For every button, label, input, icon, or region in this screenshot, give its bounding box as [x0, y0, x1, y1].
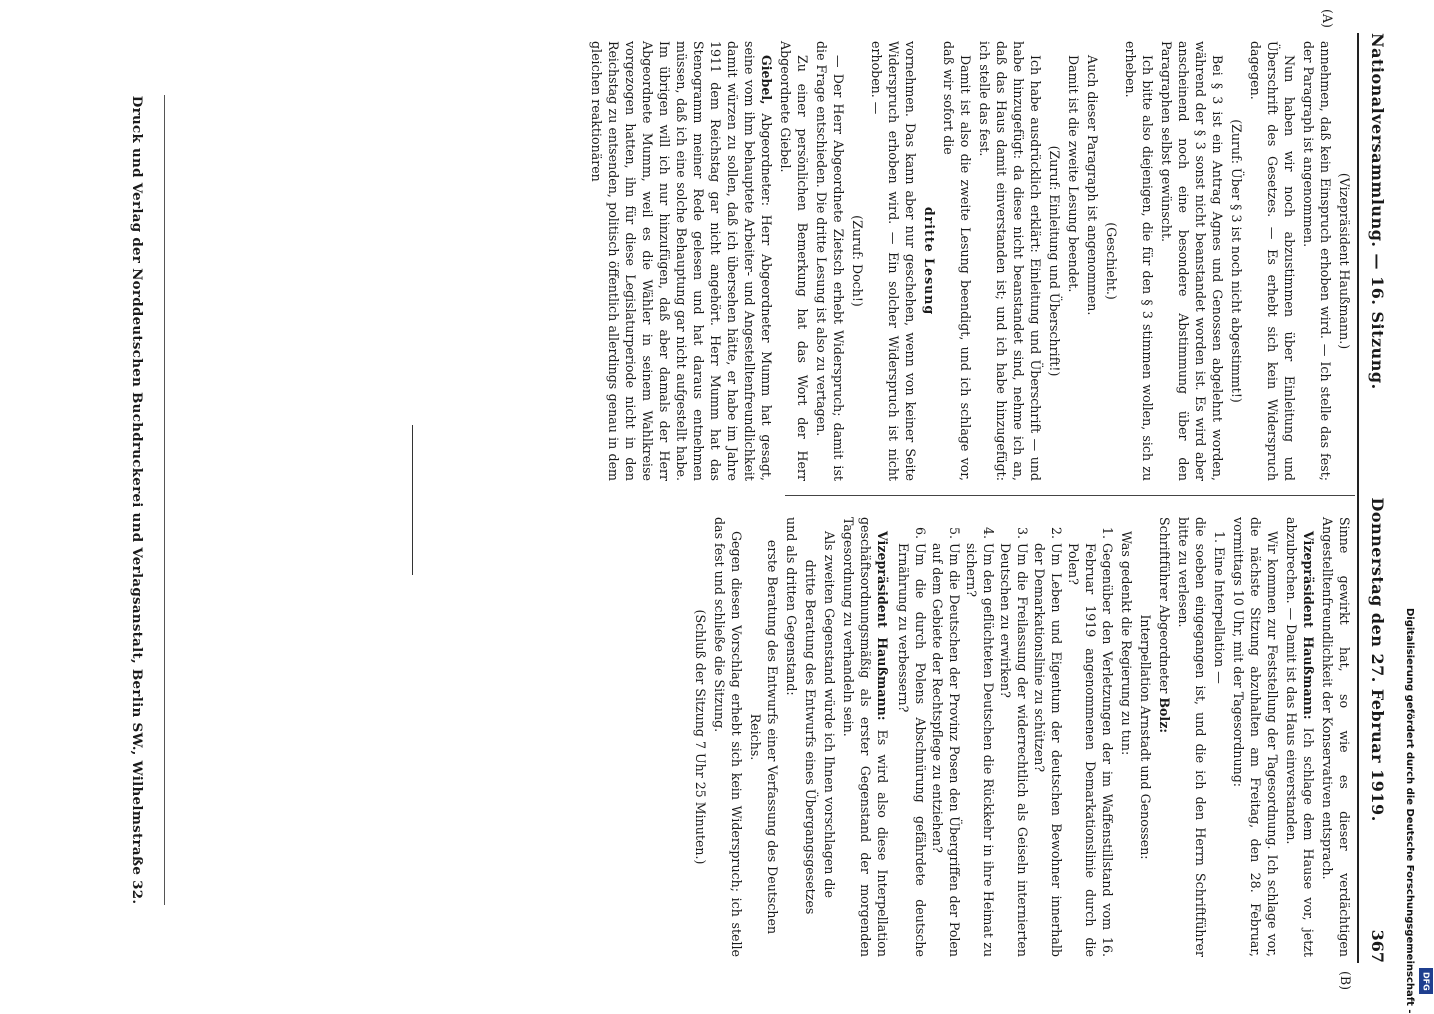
document-page [45, 5, 1405, 995]
list-item: 1. Gegenüber den Verletzungen der im Waffenstillstand vom 16. Februar 1919 angenommenen Demarkationslinie durch die Polen? [1065, 543, 1116, 957]
separator-line [412, 425, 413, 575]
paragraph: Gegen diesen Vorschlag erhebt sich kein Widerspruch; ich stelle das fest und schließe die Sitzung. [712, 517, 744, 957]
imprint-rule [164, 95, 165, 905]
speaker-name: Vizepräsident Haußmann: [875, 531, 890, 721]
paragraph: annehmen, daß kein Einspruch erhoben wird. — Ich stelle das fest; der Paragraph ist angenommen. [1301, 41, 1333, 481]
speech-paragraph [588, 41, 775, 481]
paragraph: Auch dieser Paragraph ist angenommen. [1085, 55, 1100, 316]
paragraph: Sinne gewirkt hat, so wie es dieser verdächtigen Angestelltenfreundlichkeit der Konservativen entsprach. [1320, 517, 1352, 957]
paragraph: Zu einer persönlichen Bemerkung hat das Wort der Herr Abgeordnete Giebel. [778, 41, 810, 481]
agenda-item: dritte Beratung des Entwurfs eines Übergangsgesetzes [803, 559, 818, 915]
interjection: (Zuruf: Über § 3 ist noch nicht abgestimmt!) [1229, 119, 1244, 403]
speaker-line [1156, 517, 1173, 957]
header-date: Donnerstag den 27. Februar 1919. [1368, 497, 1387, 822]
interjection: (Zuruf: Doch!) [850, 215, 865, 307]
header-title: Nationalversammlung. — 16. Sitzung. [1368, 33, 1387, 390]
speaker-name: Giebel, [759, 55, 774, 105]
interjection: (Zuruf: Einleitung und Überschrift!) [1047, 145, 1062, 377]
paragraph: Damit ist also die zweite Lesung beendigt, und ich schlage vor, daß wir sofort die [941, 41, 973, 481]
speech-text: Es wird also diese Interpellation geschäftsordnungsmäßig als erster Gegenstand der morgenden Tagesordnung zu verhandeln sein. [841, 517, 890, 957]
section-heading: dritte Lesung [922, 206, 937, 316]
header-rule [1357, 33, 1359, 963]
paragraph: Als zweiten Gegenstand würde ich Ihnen vorschlagen die [822, 531, 837, 898]
dfg-logo: DFG [1419, 968, 1433, 994]
list-item: 4. Um den geflüchteten Deutschen die Rückkehr in ihre Heimat zu sichern? [963, 543, 997, 957]
speaker-name: Vizepräsident Haußmann: [1301, 531, 1316, 720]
margin-marker-b: (B) [1338, 971, 1353, 991]
digitization-caption: Digitalisierung gefördert durch die Deutsche Forschungsgemeinschaft - [1404, 608, 1415, 1014]
list-item: 3. Um die Freilassung der widerrechtlich als Geiseln internierten Deutschen zu erwirken? [997, 543, 1031, 957]
list-item: 2. Um Leben und Eigentum der deutschen Bewohner innerhalb der Demarkationslinie zu schützen? [1031, 543, 1065, 957]
page-number: 367 [1368, 929, 1387, 963]
interpellation-title: Interpellation Arnstadt und Genossen: [1138, 614, 1153, 860]
paragraph: 1. Eine Interpellation — [1212, 531, 1227, 684]
speaker-name: Bolz: [1157, 697, 1172, 734]
paragraph: und als dritten Gegenstand: [784, 517, 799, 696]
question-list [895, 517, 1116, 957]
paragraph: Damit ist die zweite Lesung beendet. [1066, 55, 1081, 293]
speech-paragraph [840, 517, 891, 957]
list-item: 6. Um die durch Polens Abschnürung gefährdete deutsche Ernährung zu verbessern? [895, 543, 929, 957]
speech-text: Ich schlage dem Hause vor, jetzt abzubrechen. — Damit ist das Haus einverstanden. [1284, 517, 1316, 957]
margin-marker-a: (A) [1320, 9, 1335, 28]
speech-paragraph [1283, 517, 1317, 957]
speaker-role: Schriftführer Abgeordneter [1157, 517, 1172, 694]
imprint-line: Druck und Verlag der Norddeutschen Buchdruckerei und Verlagsanstalt, Berlin SW., Wilhelmstraße 32. [129, 95, 145, 905]
paragraph: Bei § 3 ist ein Antrag Agnes und Genossen abgelehnt worden, während der § 3 sonst nicht beanstandet worden ist. Es wird aber anscheinend noch eine besondere Abstimmung über den Paragraphen selbst gewünscht. [1159, 41, 1225, 481]
paragraph: — Der Herr Abgeordnete Zietsch erhebt Widerspruch; damit ist die Frage entschieden. Die dritte Lesung ist also zu vertagen. [814, 41, 846, 481]
paragraph: Ich bitte also diejenigen, die für den § 3 stimmen wollen, sich zu erheben. [1123, 41, 1155, 481]
closing-note: (Schluß der Sitzung 7 Uhr 25 Minuten.) [693, 609, 708, 865]
paragraph: vornehmen. Das kann aber nur geschehen, wenn von keiner Seite Widerspruch erhoben wird. — Ein solcher Widerspruch ist nicht erhoben. — [869, 41, 918, 481]
paragraph: Was gedenkt die Regierung zu tun: [1119, 531, 1134, 756]
column-divider [785, 495, 1355, 496]
right-column [690, 517, 1353, 957]
page-header [1361, 33, 1387, 963]
agenda-item: erste Beratung des Entwurfs einer Verfassung des Deutschen Reichs. [748, 539, 780, 935]
speaker-note: (Vizepräsident Haußmann.) [1337, 172, 1352, 350]
list-item: 5. Um die Deutschen der Provinz Posen den Übergriffen der Polen auf dem Gebiete der Rechtspflege zu entziehen? [929, 543, 963, 957]
paragraph: Nun haben wir noch abzustimmen über Einleitung und Überschrift des Gesetzes. — Es erhebt sich kein Widerspruch dagegen. [1248, 41, 1297, 481]
paragraph: die soeben eingegangen ist, und die ich den Herrn Schriftführer bitte zu verlesen. [1176, 517, 1208, 957]
interjection: (Geschieht.) [1104, 222, 1119, 300]
paragraph: Wir kommen zur Feststellung der Tagesordnung. Ich schlage vor, die nächste Sitzung abzuhalten am Freitag, den 28. Februar, vormittags 10 Uhr, mit der Tagesordnung: [1231, 517, 1280, 957]
left-column [586, 41, 1353, 481]
speech-text: Abgeordneter: Herr Abgeordneter Mumm hat gesagt, seine vom ihm behauptete Arbeiter- und Angestelltenfreundlichkeit damit würzen zu sollen, daß ich übersehen hätte, er habe im Jahre 1911 dem Reichstag gar nicht angehört. Herr Mumm hat das Stenogramm meiner Rede gelesen und hat daraus entnehmen müssen, daß ich eine solche Behauptung gar nicht aufgestellt habe. Im übrigen will ich nur hinzufügen, daß aber damals der Herr Abgeordnete Mumm, weil es die Wähler in seinem Wahlkreise vorgezogen hatten, ihn für diese Legislaturperiode nicht in den Reichstag zu entsenden, politisch öffentlich allerdings genau in dem gleichen reaktionären [589, 41, 774, 481]
paragraph: Ich habe ausdrücklich erklärt: Einleitung und Überschrift — und habe hinzugefügt: da diese nicht beanstandet sind, nehme ich an, daß das Haus damit einverstanden ist; und ich habe hinzugefügt: ich stelle das fest. [977, 41, 1043, 481]
